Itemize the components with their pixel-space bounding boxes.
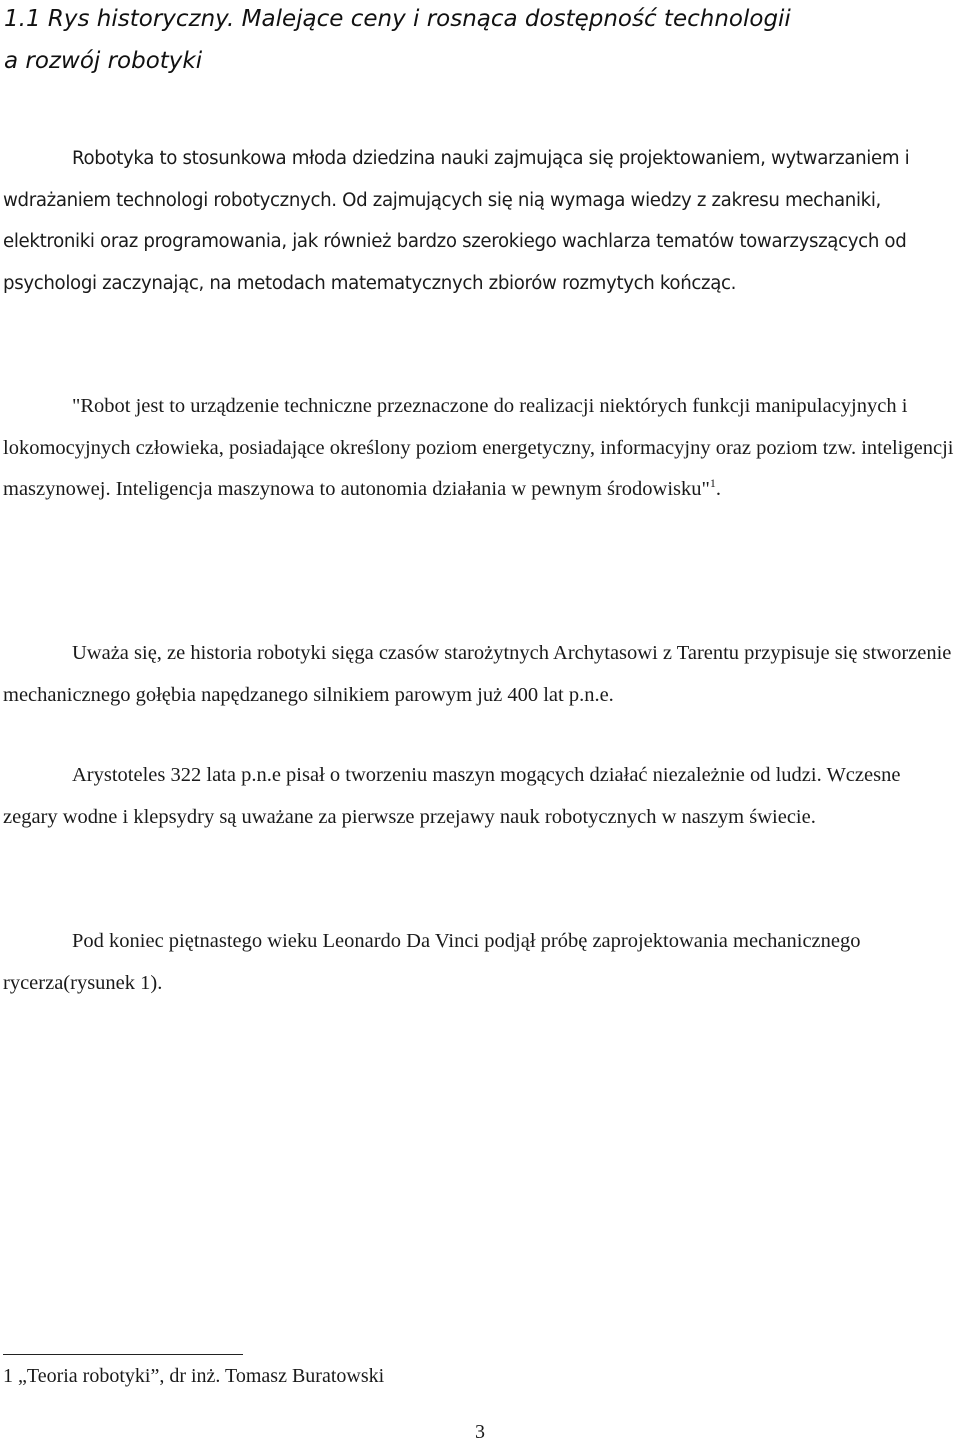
section-heading <box>4 0 944 82</box>
aristotle-paragraph: Arystoteles 322 lata p.n.e pisał o tworzeniu maszyn mogących działać niezależnie od ludzi. Wczesne zegary wodne i klepsydry są uważane za pierwsze przejawy nauk robotycznych w naszym świecie. <box>3 764 901 828</box>
intro-paragraph: Robotyka to stosunkowa młoda dziedzina nauki zajmująca się projektowaniem, wytwarzaniem i wdrażaniem technologi robotycznych. Od zajmujących się nią wymaga wiedzy z zakresu mechaniki, elektroniki oraz programowania, jak również bardzo szerokiego wachlarza tematów towarzyszących od psychologi zaczynając, na metodach matematycznych zbiorów rozmytych kończąc. <box>3 148 910 294</box>
definition-paragraph <box>3 386 958 511</box>
definition-text: "Robot jest to urządzenie techniczne przeznaczone do realizacji niektórych funkcji manipulacyjnych i lokomocyjnych człowieka, posiadające określony poziom energetyczny, informacyjny oraz poziom tzw. inteligencji maszynowej. Inteligencja maszynowa to autonomia działania w pewnym środowisku" <box>3 395 954 500</box>
definition-end: . <box>715 478 722 500</box>
footnote: 1 „Teoria robotyki”, dr inż. Tomasz Buratowski <box>3 1365 385 1387</box>
section-heading-line-2: a rozwój robotyki <box>4 48 203 74</box>
footnote-reference: 1 <box>709 476 716 491</box>
page-number: 3 <box>475 1421 485 1443</box>
history-paragraph: Uważa się, ze historia robotyki sięga czasów starożytnych Archytasowi z Tarentu przypisuje się stworzenie mechanicznego gołębia napędzanego silnikiem parowym już 400 lat p.n.e. <box>3 642 952 706</box>
section-heading-line-1: 1.1 Rys historyczny. Malejące ceny i rosnąca dostępność technologii <box>4 6 791 32</box>
footnote-separator <box>3 1354 243 1355</box>
davinci-paragraph: Pod koniec piętnastego wieku Leonardo Da Vinci podjął próbę zaprojektowania mechanicznego rycerza(rysunek 1). <box>3 930 861 994</box>
